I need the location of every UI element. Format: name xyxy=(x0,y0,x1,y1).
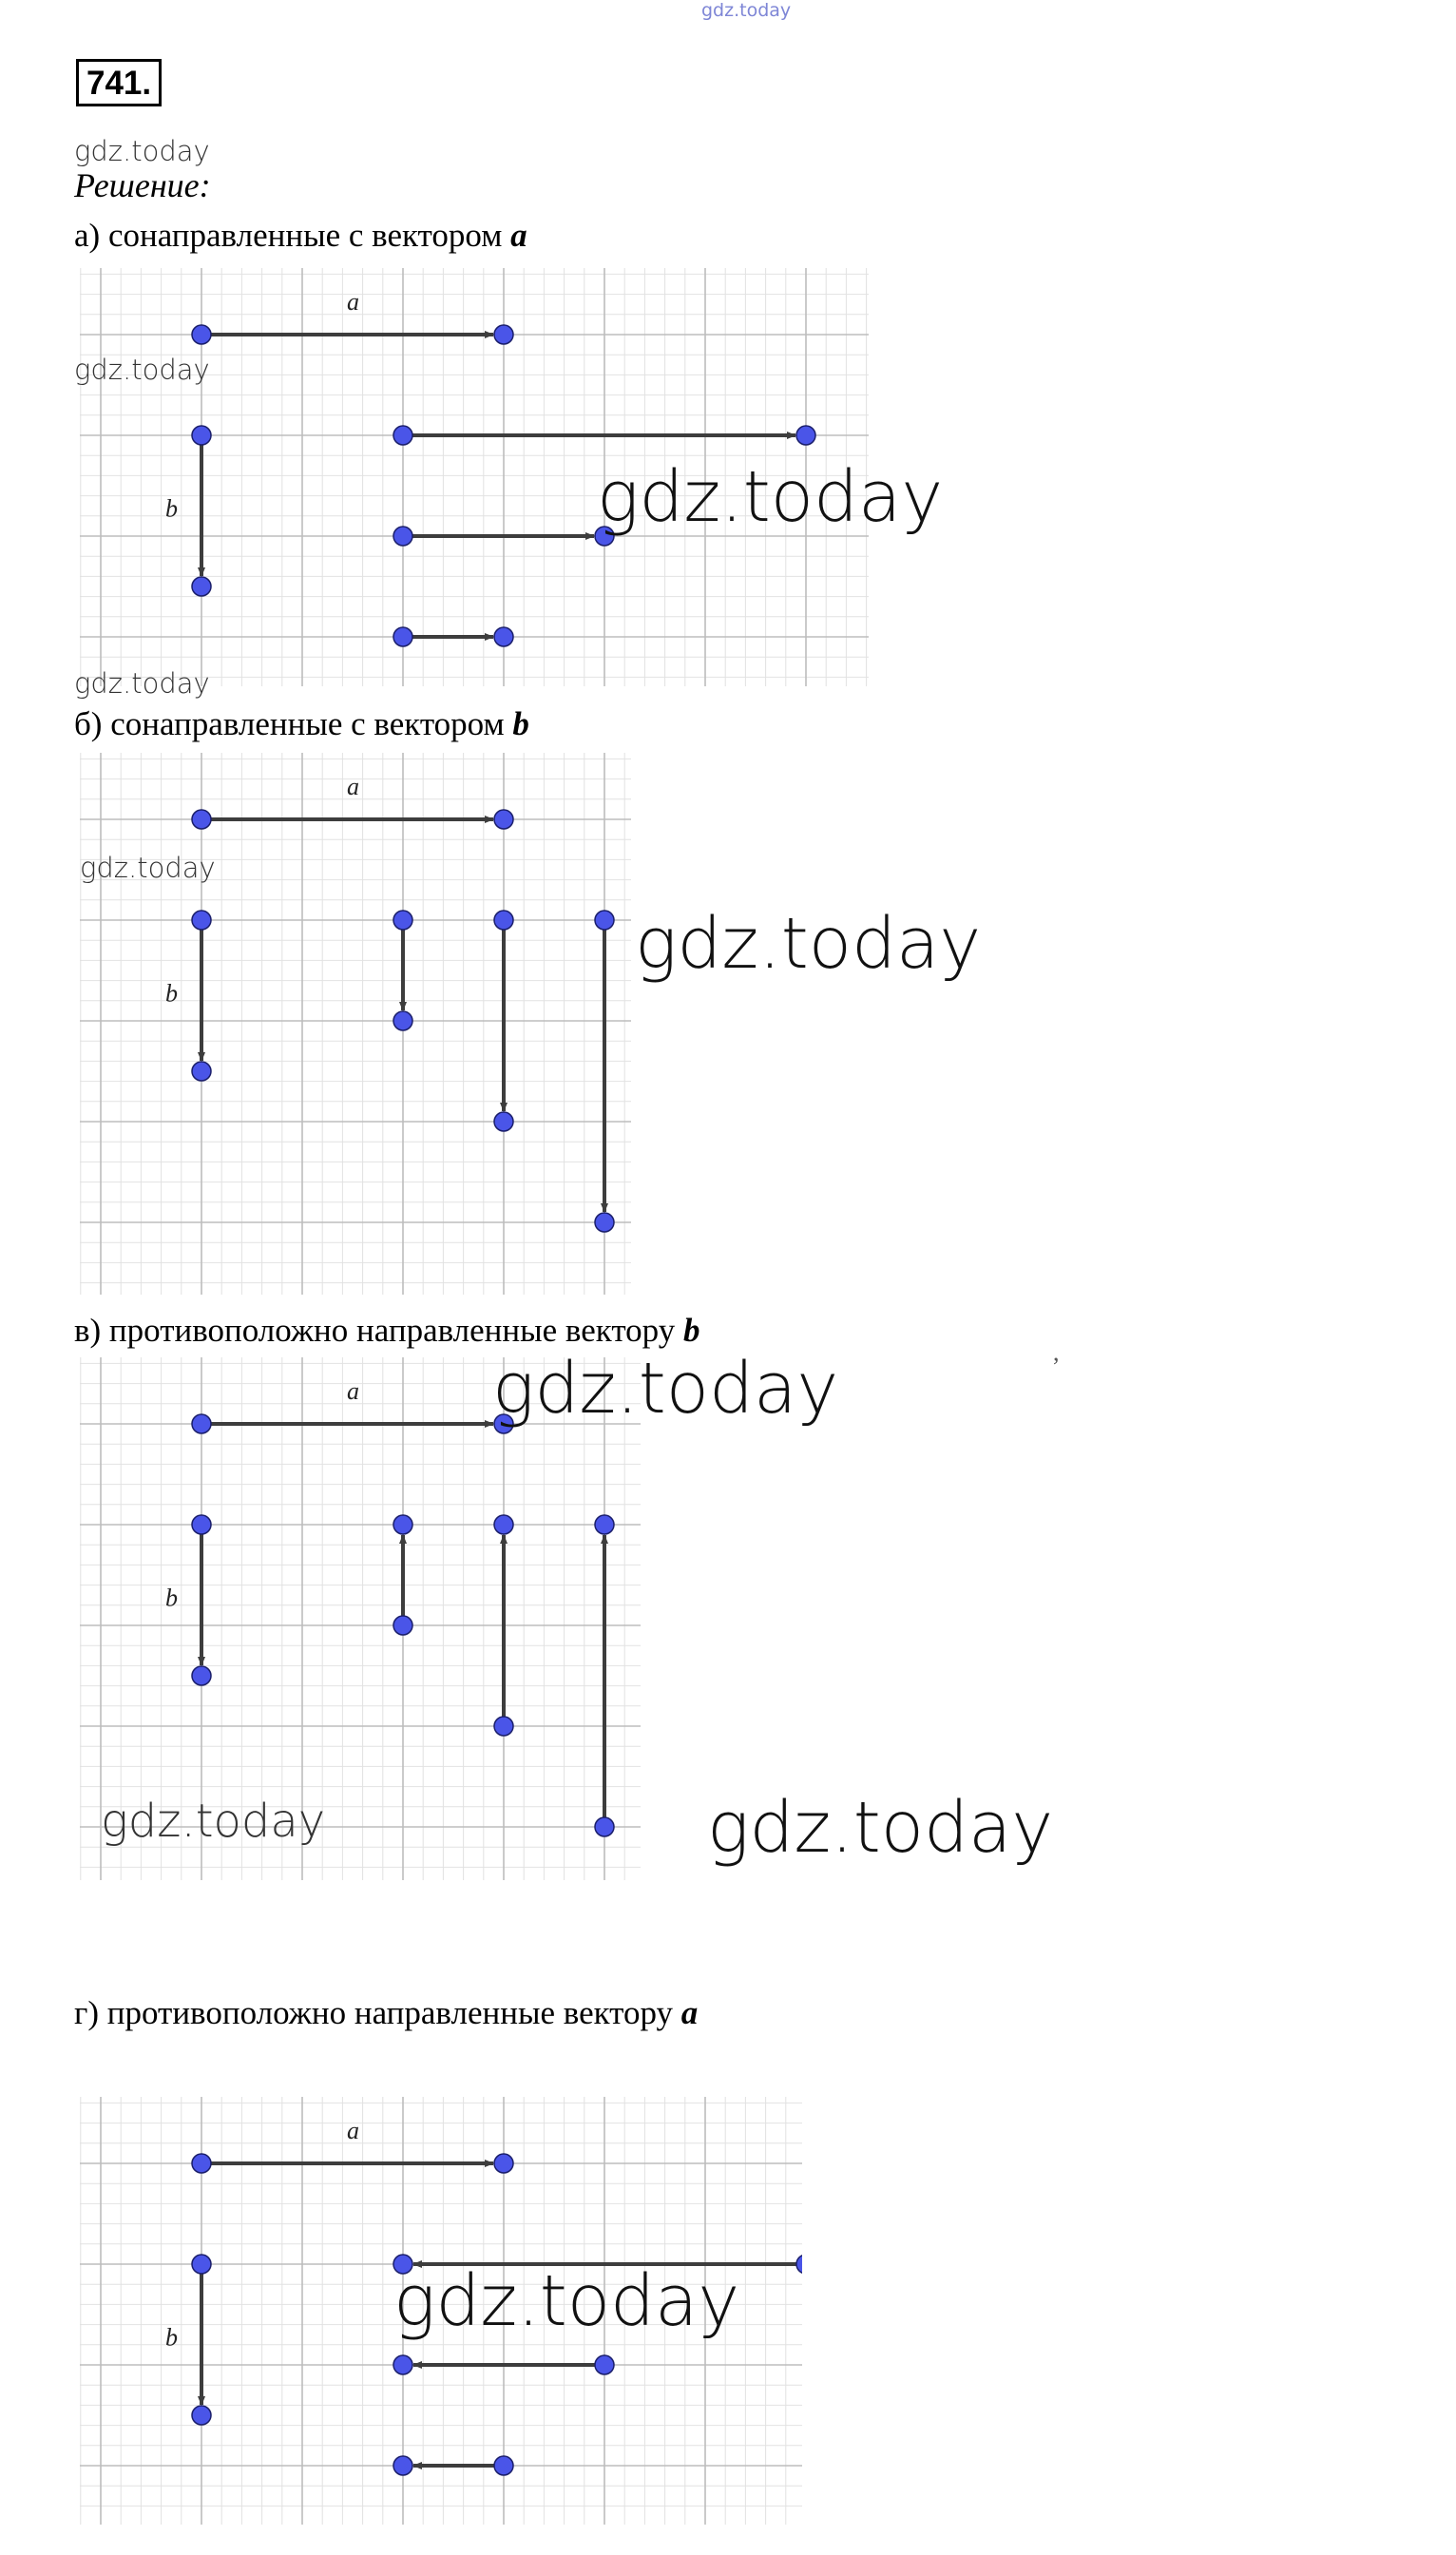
vector-start-point xyxy=(595,2355,614,2374)
vector-end-point xyxy=(595,1515,614,1534)
vector-end-point xyxy=(192,1666,211,1685)
caption-text: а) сонаправленные с вектором xyxy=(74,217,511,254)
vector-label-a: a⃗ xyxy=(347,773,379,800)
watermark-large: gdz.today xyxy=(492,1348,839,1430)
vector-start-point xyxy=(595,1817,614,1836)
vector-end-point xyxy=(393,2456,412,2475)
vector-start-point xyxy=(192,810,211,829)
vector-end-point xyxy=(796,426,815,445)
vector-end-point xyxy=(595,1213,614,1232)
vector-end-point xyxy=(494,1112,513,1131)
vector-start-point xyxy=(192,2255,211,2274)
vector-start-point xyxy=(192,2154,211,2173)
caption-text: г) противоположно направленные вектору xyxy=(74,1994,681,2031)
watermark-large: gdz.today xyxy=(707,1787,1054,1869)
caption-part-v xyxy=(74,1312,726,1350)
vector-start-point xyxy=(796,2255,802,2274)
watermark-large: gdz.today xyxy=(597,456,944,538)
vector-start-point xyxy=(494,2456,513,2475)
vector-label-a: a⃗ xyxy=(347,2117,379,2144)
watermark: gdz.today xyxy=(80,852,216,884)
vector-start-point xyxy=(494,1717,513,1736)
vector-start-point xyxy=(393,627,412,646)
vector-start-point xyxy=(192,325,211,344)
vector-label-b: b⃗ xyxy=(165,2323,198,2352)
watermark: gdz.today xyxy=(74,354,210,386)
vector-symbol: b⃗ xyxy=(512,705,556,742)
watermark-large: gdz.today xyxy=(635,903,982,985)
vector-end-point xyxy=(192,2406,211,2425)
top-watermark: gdz.today xyxy=(701,0,792,21)
vector-start-point xyxy=(192,1414,211,1433)
caption-part-g xyxy=(74,1994,724,2032)
caption-text: в) противоположно направленные вектору xyxy=(74,1312,683,1349)
vector-end-point xyxy=(393,2355,412,2374)
vector-start-point xyxy=(494,911,513,930)
vector-start-point xyxy=(393,1616,412,1635)
watermark: gdz.today xyxy=(74,135,210,167)
vector-end-point xyxy=(494,810,513,829)
caption-part-b xyxy=(74,705,555,743)
watermark-large: gdz.today xyxy=(393,2260,740,2342)
vector-end-point xyxy=(494,627,513,646)
grid-lines xyxy=(80,753,631,1295)
vector-diagram-b xyxy=(80,753,631,1295)
vector-start-point xyxy=(192,911,211,930)
watermark: gdz.today xyxy=(101,1795,326,1848)
vector-label-b: b⃗ xyxy=(165,1584,198,1612)
vector-label-a: a⃗ xyxy=(347,288,379,316)
vector-symbol: a⃗ xyxy=(680,1994,724,2031)
vector-label-a: a⃗ xyxy=(347,1377,379,1405)
caption-text: б) сонаправленные с вектором xyxy=(74,705,513,742)
vector-end-point xyxy=(494,325,513,344)
solution-label: Решение: xyxy=(74,166,211,204)
problem-number: 741. xyxy=(76,59,162,106)
vector-symbol: b⃗ xyxy=(682,1312,726,1349)
vector-end-point xyxy=(494,2154,513,2173)
vector-start-point xyxy=(192,426,211,445)
vector-start-point xyxy=(393,911,412,930)
caption-part-a xyxy=(74,217,553,255)
vector-end-point xyxy=(192,577,211,596)
stray-mark: , xyxy=(1053,1338,1060,1366)
vector-start-point xyxy=(192,1515,211,1534)
vector-end-point xyxy=(393,1011,412,1030)
watermark: gdz.today xyxy=(74,667,210,700)
vector-label-b: b⃗ xyxy=(165,979,198,1008)
vector-start-point xyxy=(393,527,412,546)
vector-label-b: b⃗ xyxy=(165,494,198,523)
vector-symbol: a⃗ xyxy=(510,217,553,254)
vector-end-point xyxy=(192,1062,211,1081)
vector-end-point xyxy=(494,1515,513,1534)
vector-end-point xyxy=(393,1515,412,1534)
vector-start-point xyxy=(595,911,614,930)
vector-start-point xyxy=(393,426,412,445)
